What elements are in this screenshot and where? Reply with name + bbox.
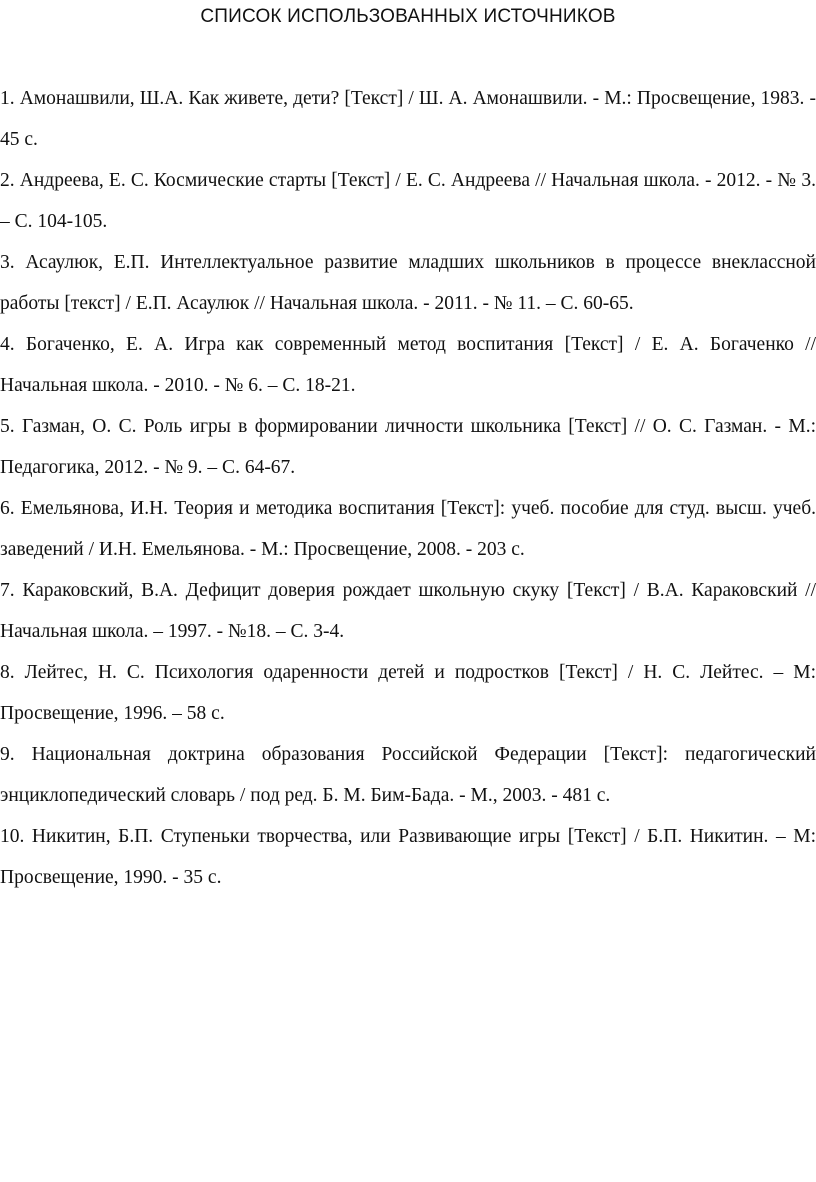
page-title: СПИСОК ИСПОЛЬЗОВАННЫХ ИСТОЧНИКОВ <box>200 6 616 27</box>
reference-item-10: 10. Никитин, Б.П. Ступеньки творчества, или Развивающие игры [Текст] / Б.П. Никитин. – М: Просвещение, 1990. - 35 с. <box>0 826 816 888</box>
reference-item-7: 7. Караковский, В.А. Дефицит доверия рождает школьную скуку [Текст] / В.А. Караковский // Начальная школа. – 1997. - №18. – С. 3-4. <box>0 580 816 642</box>
reference-item-3: 3. Асаулюк, Е.П. Интеллектуальное развитие младших школьников в процессе внеклассной работы [текст] / Е.П. Асаулюк // Начальная школа. - 2011. - № 11. – С. 60-65. <box>0 252 816 314</box>
reference-item-1: 1. Амонашвили, Ш.А. Как живете, дети? [Текст] / Ш. А. Амонашвили. - М.: Просвещение, 1983. - 45 с. <box>0 88 816 150</box>
reference-item-9: 9. Национальная доктрина образования Российской Федерации [Текст]: педагогический энциклопедический словарь / под ред. Б. М. Бим-Бада. - М., 2003. - 481 с. <box>0 744 816 806</box>
reference-item-2: 2. Андреева, Е. С. Космические старты [Текст] / Е. С. Андреева // Начальная школа. - 2012. - № 3. – С. 104-105. <box>0 170 816 232</box>
reference-item-4: 4. Богаченко, Е. А. Игра как современный метод воспитания [Текст] / Е. А. Богаченко // Начальная школа. - 2010. - № 6. – С. 18-21. <box>0 334 816 396</box>
reference-item-8: 8. Лейтес, Н. С. Психология одаренности детей и подростков [Текст] / Н. С. Лейтес. – М: Просвещение, 1996. – 58 с. <box>0 662 816 724</box>
reference-item-5: 5. Газман, О. С. Роль игры в формировании личности школьника [Текст] // О. С. Газман. - М.: Педагогика, 2012. - № 9. – С. 64-67. <box>0 416 816 478</box>
reference-list <box>0 78 816 898</box>
reference-item-6: 6. Емельянова, И.Н. Теория и методика воспитания [Текст]: учеб. пособие для студ. высш. учеб. заведений / И.Н. Емельянова. - М.: Просвещение, 2008. - 203 с. <box>0 498 816 560</box>
